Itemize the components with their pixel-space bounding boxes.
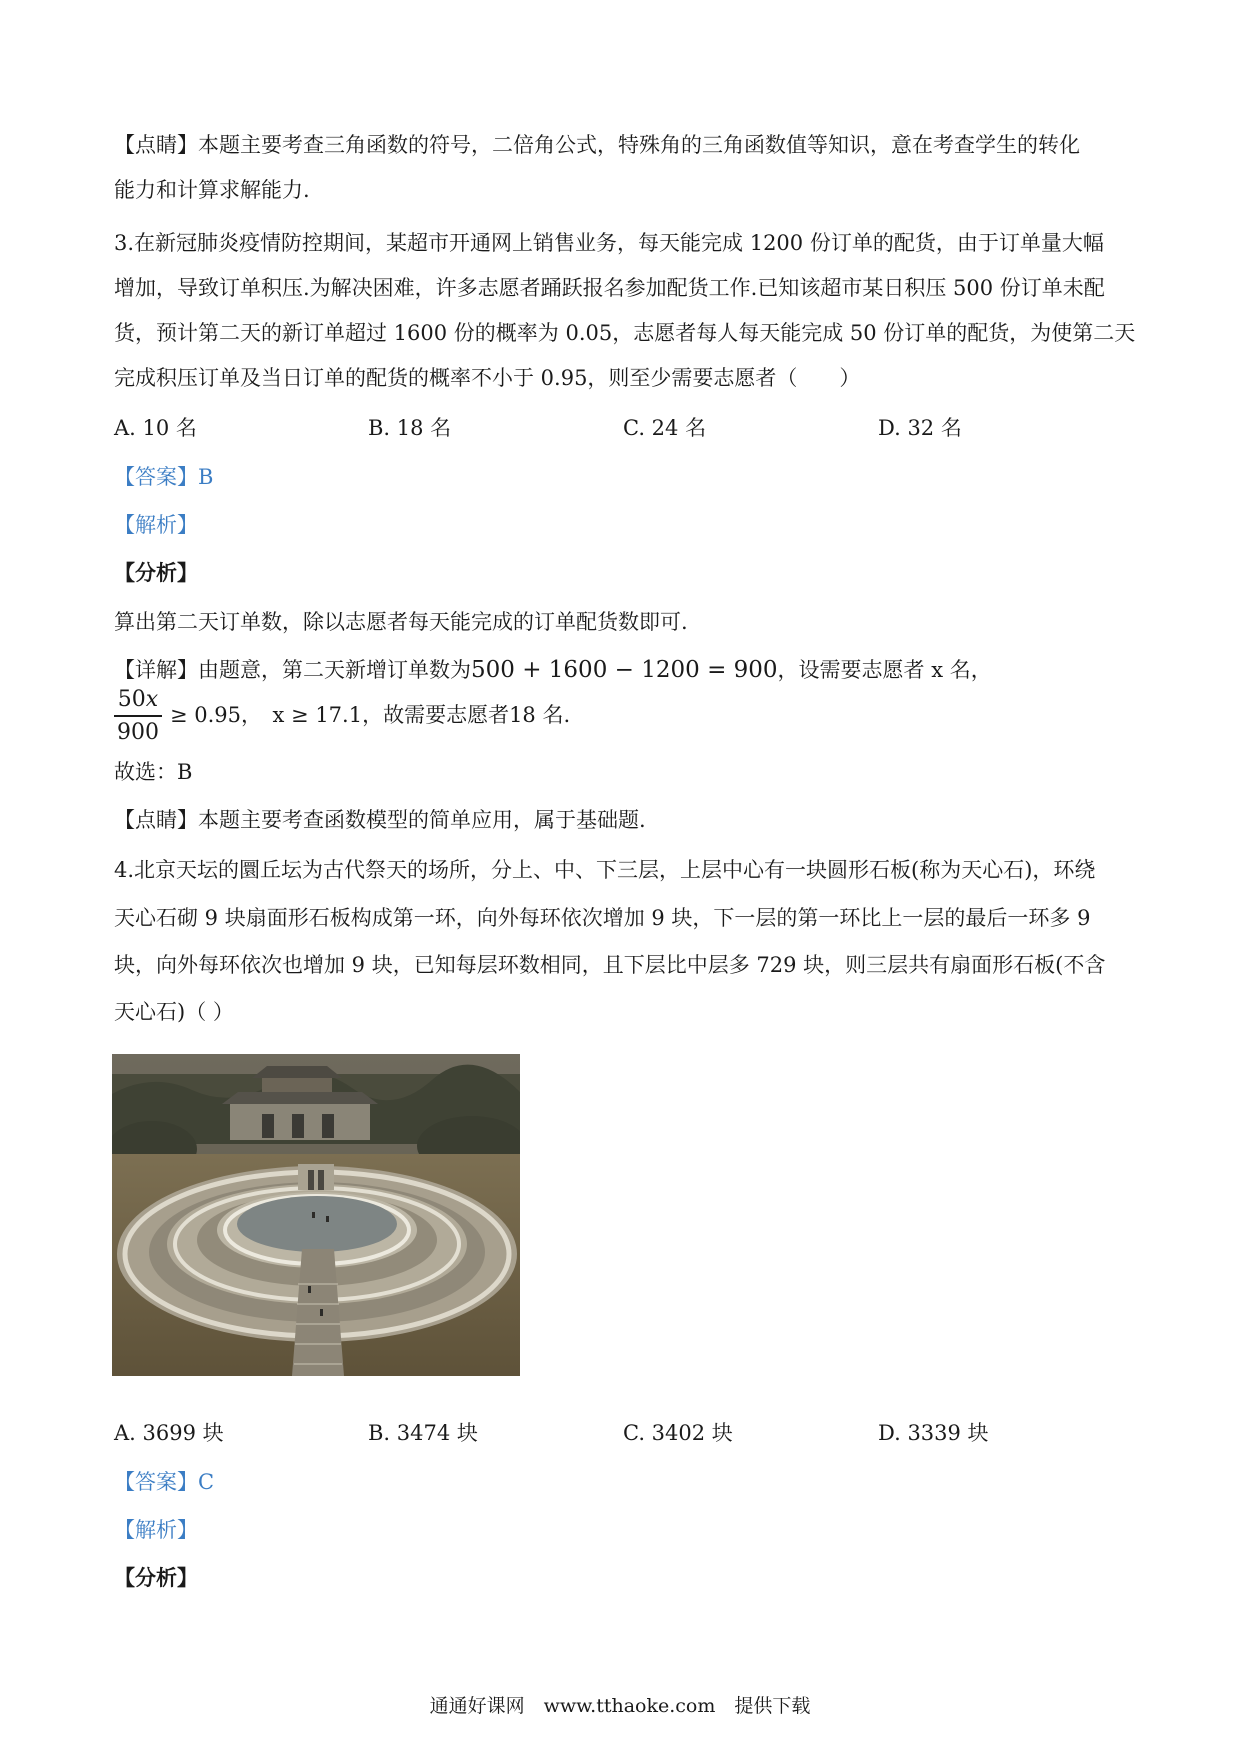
- q4-option-b: B. 3474 块: [368, 1421, 478, 1445]
- q3-option-c: C. 24 名: [623, 416, 707, 440]
- page-footer: 通通好课网 www.tthaoke.com 提供下载: [429, 1695, 811, 1717]
- q3-fraction-denominator: 900: [117, 719, 159, 745]
- q4-fenxi-label: 【分析】: [114, 1565, 198, 1590]
- q3-dianjing: 【点睛】本题主要考查函数模型的简单应用，属于基础题.: [114, 808, 646, 832]
- prev-dianjing-line-2: 能力和计算求解能力.: [114, 178, 310, 202]
- q3-xiangjie-prefix: 【详解】由题意，第二天新增订单数为: [114, 658, 471, 682]
- q3-fenxi-label: 【分析】: [114, 560, 198, 585]
- q4-option-d: D. 3339 块: [878, 1421, 989, 1445]
- altar-photo-illustration: [112, 1054, 520, 1376]
- q3-inequality: ≥ 0.95， x ≥ 17.1，故需要志愿者18 名.: [170, 703, 571, 727]
- q3-stem-line-2: 增加，导致订单积压.为解决困难，许多志愿者踊跃报名参加配货工作.已知该超市某日积压 500 份订单未配: [114, 276, 1105, 300]
- q4-stem-line-1: 4.北京天坛的圜丘坛为古代祭天的场所，分上、中、下三层，上层中心有一块圆形石板(称为天心石)，环绕: [114, 858, 1096, 882]
- fraction-bar: [114, 715, 162, 717]
- q3-xiangjie-suffix: ，设需要志愿者 x 名，: [777, 658, 992, 682]
- q3-answer: 【答案】B: [114, 465, 214, 489]
- q3-fraction-numerator-var: x: [145, 687, 159, 712]
- q3-fraction: [114, 686, 162, 747]
- q3-fraction-numerator-coef: 50: [117, 687, 146, 712]
- q3-jiexi-label: 【解析】: [114, 513, 198, 537]
- q3-stem-line-1: 3.在新冠肺炎疫情防控期间，某超市开通网上销售业务，每天能完成 1200 份订单的配货，由于订单量大幅: [114, 231, 1104, 255]
- q4-option-c: C. 3402 块: [623, 1421, 733, 1445]
- q3-xiangjie-line: [114, 655, 992, 685]
- q3-guxuan: 故选：B: [114, 760, 193, 784]
- circular-mound-altar-photo: [112, 1054, 520, 1376]
- q3-option-a: A. 10 名: [114, 416, 197, 440]
- q3-option-b: B. 18 名: [368, 416, 452, 440]
- q3-stem-line-3: 货，预计第二天的新订单超过 1600 份的概率为 0.05，志愿者每人每天能完成 50 份订单的配货，为使第二天: [114, 321, 1136, 345]
- q4-jiexi-label: 【解析】: [114, 1518, 198, 1542]
- q3-fenxi-text: 算出第二天订单数，除以志愿者每天能完成的订单配货数即可.: [114, 610, 688, 634]
- q4-stem-line-3: 块，向外每环依次也增加 9 块，已知每层环数相同，且下层比中层多 729 块，则三层共有扇面形石板(不含: [114, 953, 1106, 977]
- q3-stem-line-4: 完成积压订单及当日订单的配货的概率不小于 0.95，则至少需要志愿者（ ）: [114, 366, 861, 390]
- prev-dianjing-line-1: 【点睛】本题主要考查三角函数的符号，二倍角公式，特殊角的三角函数值等知识，意在考查学生的转化: [114, 133, 1080, 157]
- q3-option-d: D. 32 名: [878, 416, 962, 440]
- q3-xiangjie-expression: 500 + 1600 − 1200 = 900: [471, 657, 778, 683]
- q4-answer: 【答案】C: [114, 1470, 215, 1494]
- q4-stem-line-4: 天心石)（ ）: [114, 1000, 234, 1024]
- q4-stem-line-2: 天心石砌 9 块扇面形石板构成第一环，向外每环依次增加 9 块，下一层的第一环比上一层的最后一环多 9: [114, 906, 1091, 930]
- q4-option-a: A. 3699 块: [114, 1421, 224, 1445]
- q3-fraction-numerator: [114, 686, 162, 714]
